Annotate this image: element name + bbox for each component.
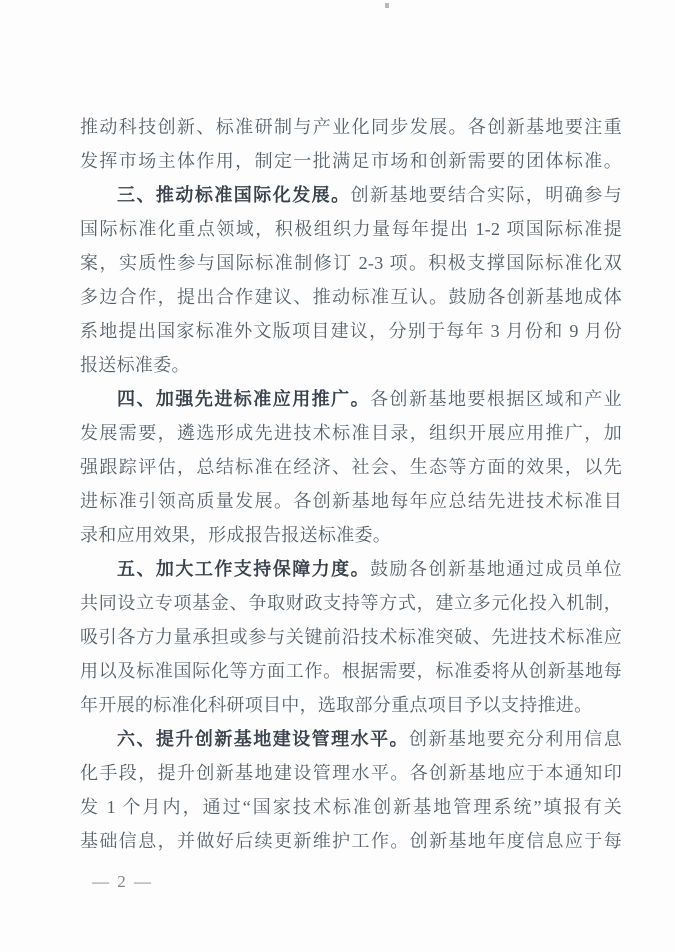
text-line: [80, 348, 622, 382]
body-text: 用以及标准国际化等方面工作。根据需要，标准委将从创新基地每: [80, 661, 622, 681]
text-line: [80, 280, 622, 314]
text-line: [80, 314, 622, 348]
body-text: 多边合作，提出合作建议、推动标准互认。鼓励各创新基地成体: [80, 287, 622, 307]
body-text: 年开展的标准化科研项目中，选取部分重点项目予以支持推进。: [80, 695, 593, 715]
text-line: [80, 688, 622, 722]
body-text: 共同设立专项基金、争取财政支持等方式，建立多元化投入机制，: [80, 593, 622, 613]
body-text: 报送标准委。: [80, 355, 190, 375]
text-line: [80, 144, 622, 178]
section-heading: 四、加强先进标准应用推广。: [117, 389, 371, 409]
text-line: [80, 484, 622, 518]
text-line: [80, 790, 622, 824]
body-text: 吸引各方力量承担或参与关键前沿技术标准突破、先进技术标准应: [80, 627, 622, 647]
text-line: [80, 756, 622, 790]
body-text: 各创新基地要根据区域和产业: [370, 389, 622, 409]
text-line: [80, 110, 622, 144]
text-line: [80, 246, 622, 280]
text-line: [80, 178, 622, 212]
page-number: — 2 —: [92, 872, 153, 891]
text-line: [80, 824, 622, 858]
body-text: 发 1 个月内，通过“国家技术标准创新基地管理系统”填报有关: [80, 797, 622, 817]
body-text: 案，实质性参与国际标准制修订 2-3 项。积极支撑国际标准化双: [80, 253, 622, 273]
text-line: [80, 722, 622, 756]
document-body: [80, 110, 622, 858]
body-text: 创新基地要结合实际，明确参与: [350, 185, 622, 205]
section-heading: 六、提升创新基地建设管理水平。: [117, 729, 410, 749]
body-text: 录和应用效果，形成报告报送标准委。: [80, 525, 392, 545]
body-text: 国际标准化重点领域，积极组织力量每年提出 1-2 项国际标准提: [80, 219, 622, 239]
text-line: [80, 382, 622, 416]
text-line: [80, 212, 622, 246]
text-line: [80, 620, 622, 654]
section-heading: 三、推动标准国际化发展。: [117, 185, 351, 205]
text-line: [80, 416, 622, 450]
text-line: [80, 552, 622, 586]
body-text: 发挥市场主体作用，制定一批满足市场和创新需要的团体标准。: [80, 151, 622, 171]
body-text: 发展需要，遴选形成先进技术标准目录，组织开展应用推广，加: [80, 423, 622, 443]
body-text: 推动科技创新、标准研制与产业化同步发展。各创新基地要注重: [80, 117, 622, 137]
text-line: [80, 586, 622, 620]
text-line: [80, 450, 622, 484]
section-heading: 五、加大工作支持保障力度。: [117, 559, 371, 579]
scan-artifact-speck: [385, 3, 389, 8]
body-text: 鼓励各创新基地通过成员单位: [370, 559, 622, 579]
body-text: 进标准引领高质量发展。各创新基地每年应总结先进技术标准目: [80, 491, 622, 511]
body-text: 化手段，提升创新基地建设管理水平。各创新基地应于本通知印: [80, 763, 622, 783]
text-line: [80, 654, 622, 688]
text-line: [80, 518, 622, 552]
body-text: 系地提出国家标准外文版项目建议，分别于每年 3 月份和 9 月份: [80, 321, 622, 341]
body-text: 创新基地要充分利用信息: [409, 729, 622, 749]
body-text: 强跟踪评估，总结标准在经济、社会、生态等方面的效果，以先: [80, 457, 622, 477]
body-text: 基础信息，并做好后续更新维护工作。创新基地年度信息应于每: [80, 831, 622, 851]
